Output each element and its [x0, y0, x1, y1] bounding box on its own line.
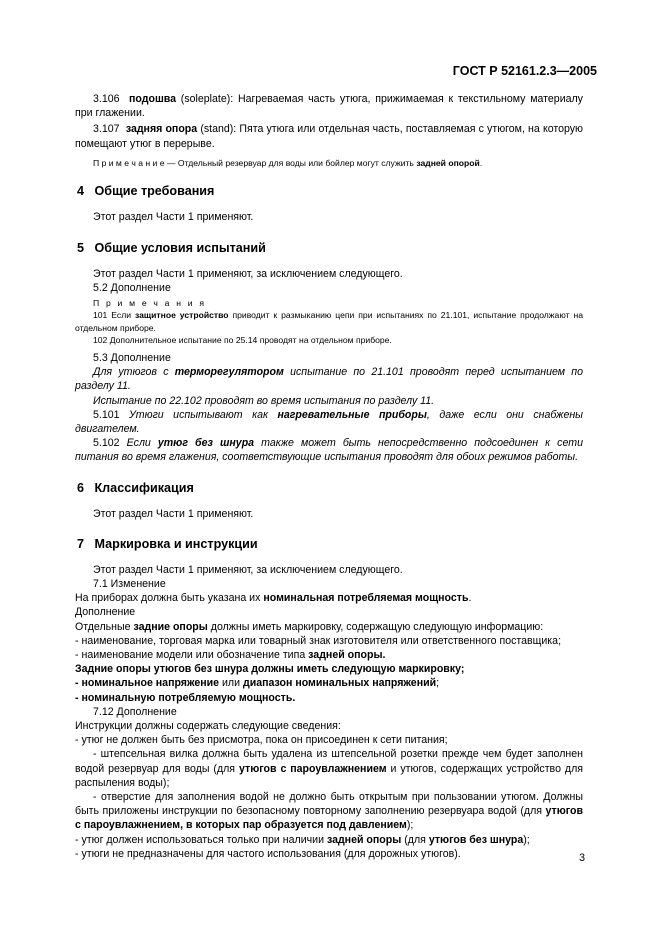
list-item-travel-irons: - утюги не предназначены для частого использования (для дорожных утюгов). [75, 847, 461, 860]
para-instructions: Инструкции должны содержать следующие сведения: [75, 719, 341, 732]
note-3107: П р и м е ч а н и е — Отдельный резервуар для воды или бойлер могут служить задней опорой. [93, 157, 483, 168]
para-stands-marking: Отдельные задние опоры должны иметь маркировку, содержащую следующую информацию: [75, 620, 544, 633]
definition-3107: 3.107 задняя опора (stand): Пята утюга или отдельная часть, поставляемая с утюгом, на которую помещают утюг в перерыве. [75, 123, 583, 150]
subsection-7-1: 7.1 Изменение [93, 577, 166, 590]
page-content [75, 92, 583, 861]
section-6-text: Этот раздел Части 1 применяют. [93, 507, 254, 520]
para-5-3-a: Для утюгов с терморегулятором испытание по 21.101 проводят перед испытанием по разделу 11. [75, 366, 583, 393]
notes-label: П р и м е ч а н и я [93, 297, 207, 308]
section-4-heading: 4 Общие требования [77, 184, 215, 199]
addition-label: Дополнение [75, 606, 136, 619]
section-4-text: Этот раздел Части 1 применяют. [93, 211, 254, 224]
subsection-5-2: 5.2 Дополнение [93, 281, 171, 294]
list-item-unattended: - утюг не должен быть без присмотра, пока он присоединен к сети питания; [75, 734, 448, 747]
para-5-102: 5.102 Если утюг без шнура также может быть непосредственно подсоединен к сети питания во время глажения, соответствующие испытания проводят для обоих режимов работы. [75, 437, 583, 464]
para-cordless-stands: Задние опоры утюгов без шнура должны иметь следующую маркировку; [75, 663, 465, 676]
section-7-text: Этот раздел Части 1 применяют, за исключением следующего. [93, 563, 403, 576]
list-item-model: - наименование модели или обозначение типа задней опоры. [75, 648, 386, 661]
page-number: 3 [579, 852, 585, 864]
para-5-3-b: Испытание по 22.102 проводят во время испытания по разделу 11. [93, 394, 435, 407]
list-item-stand-use: - утюг должен использоваться только при наличии задней опоры (для утюгов без шнура); [75, 833, 530, 846]
note-101: 101 Если защитное устройство приводит к размыканию цепи при испытаниях по 21.101, испытание продолжают на отдельном приборе. [75, 310, 583, 333]
subsection-5-3: 5.3 Дополнение [93, 351, 171, 364]
list-item-voltage: - номинальное напряжение или диапазон номинальных напряжений; [75, 677, 440, 690]
section-5-heading: 5 Общие условия испытаний [77, 240, 266, 255]
note-102: 102 Дополнительное испытание по 25.14 проводят на отдельном приборе. [93, 335, 392, 346]
list-item-filling-opening: - отверстие для заполнения водой не должно быть открытым при пользовании утюгом. Должны быть приложены инструкции по безопасному повторному заполнению резервуара водой (для утюгов с пароувлажнением, в которых пар образуется под давлением); [75, 791, 583, 832]
section-5-text: Этот раздел Части 1 применяют, за исключением следующего. [93, 267, 403, 280]
para-5-101: 5.101 Утюги испытывают как нагревательные приборы, даже если они снабжены двигателем. [75, 408, 583, 435]
list-item-plug: - штепсельная вилка должна быть удалена из штепсельной розетки прежде чем будет заполнен водой резервуар для воды (для утюгов с пароувлажнением и утюгов, содержащих устройство для распыления воды); [75, 748, 583, 789]
section-6-heading: 6 Классификация [77, 480, 194, 495]
document-id-header: ГОСТ Р 52161.2.3—2005 [452, 64, 597, 78]
subsection-7-12: 7.12 Дополнение [93, 705, 177, 718]
definition-3106: 3.106 подошва (soleplate): Нагреваемая часть утюга, прижимаемая к текстильному материалу при глажении. [75, 93, 583, 120]
list-item-power: - номинальную потребляемую мощность. [75, 691, 296, 704]
para-7-1-power: На приборах должна быть указана их номинальная потребляемая мощность. [75, 592, 472, 605]
list-item-manufacturer: - наименование, торговая марка или товарный знак изготовителя или ответственного поставщика; [75, 634, 562, 647]
section-7-heading: 7 Маркировка и инструкции [77, 536, 258, 551]
